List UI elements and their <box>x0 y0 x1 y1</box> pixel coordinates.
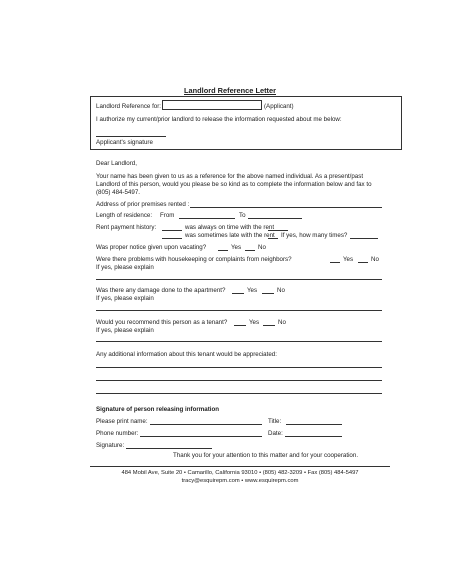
additional-line-3[interactable] <box>96 393 382 394</box>
housekeeping-yes-line[interactable] <box>330 262 340 263</box>
signature-label: Signature: <box>96 442 125 449</box>
print-name-label: Please print name: <box>96 418 148 425</box>
damage-no-line[interactable] <box>262 293 274 294</box>
date-line[interactable] <box>285 436 342 437</box>
recommend-yes-label: Yes <box>249 319 260 326</box>
additional-line-1[interactable] <box>96 367 382 368</box>
phone-line[interactable] <box>140 436 262 437</box>
footer-contact: tracy@esquirepm.com • www.esquirepm.com <box>181 478 299 484</box>
intro-line-2: Landlord of this person, would you please be so kind as to complete the information below and fax to <box>96 181 372 188</box>
length-label: Length of residence: <box>96 212 153 219</box>
additional-line-2[interactable] <box>96 380 382 381</box>
address-label: Address of prior premises rented : <box>96 201 190 208</box>
to-line[interactable] <box>248 218 302 219</box>
how-many-text: If yes, how many times? <box>281 232 348 239</box>
applicant-signature-line[interactable] <box>96 136 166 137</box>
recommend-no-line[interactable] <box>263 325 275 326</box>
from-line[interactable] <box>179 218 235 219</box>
damage-no-label: No <box>277 287 285 294</box>
notice-yes-label: Yes <box>231 244 242 251</box>
housekeeping-yes-label: Yes <box>343 256 354 263</box>
rent-history-label: Rent payment history: <box>96 224 157 231</box>
address-line[interactable] <box>190 207 382 208</box>
to-label: To <box>239 212 246 219</box>
additional-label: Any additional information about this tenant would be appreciated: <box>96 351 277 358</box>
authorize-text: I authorize my current/prior landlord to release the information requested about me below: <box>96 116 342 123</box>
housekeeping-no-line[interactable] <box>358 262 368 263</box>
document-title: Landlord Reference Letter <box>184 86 276 95</box>
housekeeping-explain-label: If yes, please explain <box>96 264 154 271</box>
recommend-explain-line[interactable] <box>96 341 382 342</box>
thanks-text: Thank you for your attention to this matter and for your cooperation. <box>173 452 359 459</box>
on-time-extra-line[interactable] <box>268 230 288 231</box>
intro-line-1: Your name has been given to us as a reference for the above named individual. As a present/past <box>96 173 364 180</box>
print-name-line[interactable] <box>150 424 262 425</box>
housekeeping-no-label: No <box>371 256 379 263</box>
signature-line[interactable] <box>126 448 212 449</box>
phone-label: Phone number: <box>96 430 139 437</box>
applicant-label: (Applicant) <box>264 103 294 110</box>
on-time-text: was always on time with the rent <box>185 224 275 231</box>
damage-explain-line[interactable] <box>96 310 382 311</box>
late-check-line[interactable] <box>162 238 182 239</box>
damage-label: Was there any damage done to the apartment? <box>96 287 226 294</box>
on-time-check-line[interactable] <box>162 230 182 231</box>
footer-divider <box>90 466 390 467</box>
housekeeping-explain-line[interactable] <box>96 279 382 280</box>
signature-heading: Signature of person releasing information <box>96 406 220 413</box>
late-text: was sometimes late with the rent <box>185 232 275 239</box>
recommend-label: Would you recommend this person as a tenant? <box>96 319 228 326</box>
title-label: Title: <box>268 418 282 425</box>
date-label: Date: <box>268 430 283 437</box>
proper-notice-label: Was proper notice given upon vacating? <box>96 244 207 251</box>
damage-yes-label: Yes <box>247 287 258 294</box>
housekeeping-label: Were there problems with housekeeping or complaints from neighbors? <box>96 256 292 263</box>
notice-no-label: No <box>258 244 266 251</box>
damage-yes-line[interactable] <box>232 293 244 294</box>
applicant-signature-label: Applicant's signature <box>96 139 153 146</box>
landlord-reference-label: Landlord Reference for: <box>96 103 162 110</box>
notice-no-line[interactable] <box>245 250 255 251</box>
how-many-line[interactable] <box>350 238 378 239</box>
late-extra-line[interactable] <box>268 238 278 239</box>
greeting: Dear Landlord, <box>96 160 137 167</box>
title-line[interactable] <box>286 424 342 425</box>
recommend-yes-line[interactable] <box>234 325 246 326</box>
recommend-no-label: No <box>278 319 286 326</box>
intro-line-3: (805) 484-5497. <box>96 189 141 196</box>
recommend-explain-label: If yes, please explain <box>96 327 154 334</box>
footer-address: 484 Mobil Ave, Suite 20 • Camarillo, California 93010 • (805) 482-3209 • Fax (805) 484-5497 <box>121 470 359 476</box>
from-label: From <box>160 212 175 219</box>
applicant-name-field[interactable] <box>162 100 262 110</box>
damage-explain-label: If yes, please explain <box>96 295 154 302</box>
notice-yes-line[interactable] <box>218 250 228 251</box>
